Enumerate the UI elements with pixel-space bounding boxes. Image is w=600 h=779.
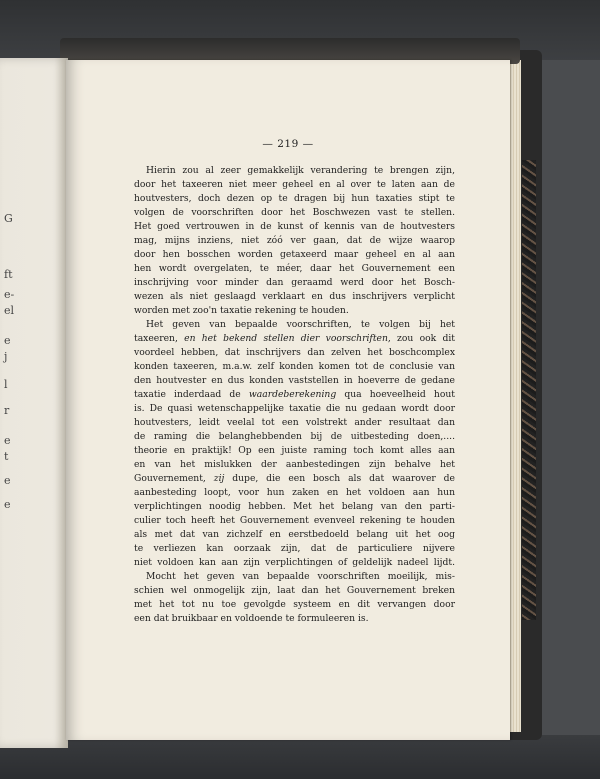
text-line-with-italic: Gouvernement, zij dupe, die een bosch als dat waarover de bbox=[134, 473, 455, 484]
text-line: de raming die belanghebbenden bij de uitbesteding doen,.... bbox=[134, 431, 455, 442]
text-line: voordeel hebben, dat inschrijvers dan zelven het boschcomplex bbox=[134, 347, 455, 358]
left-page-fragment: r bbox=[4, 404, 10, 417]
text-line: den houtvester en dus konden vaststellen in hoeverre de gedane bbox=[134, 375, 455, 386]
paragraph-3 bbox=[134, 570, 455, 626]
paragraph-2 bbox=[134, 318, 455, 570]
text-line: als met dat van zichzelf en eerstbedoeld belang uit het oog bbox=[134, 529, 455, 540]
text-line: culier toch heeft het Gouvernement evenveel rekening te houden bbox=[134, 515, 455, 526]
text-line: houtvesters, leidt veelal tot een volstrekt ander resultaat dan bbox=[134, 417, 455, 428]
text-line: Het geven van bepaalde voorschriften, te volgen bij het bbox=[146, 319, 455, 330]
text-line: hen wordt overgelaten, te méer, daar het Gouvernement een bbox=[134, 263, 455, 274]
left-page bbox=[0, 58, 68, 748]
left-page-fragment: l bbox=[4, 378, 8, 391]
italic-word: waardeberekening bbox=[248, 389, 337, 400]
right-page bbox=[66, 60, 510, 740]
text-line: inschrijving voor minder dan geraamd werd door het Bosch- bbox=[134, 277, 455, 288]
marbled-edge bbox=[522, 160, 536, 620]
text-line: te verliezen kan oorzaak zijn, dat de particuliere nijvere bbox=[134, 543, 455, 554]
text-line-with-italic: taxeeren, en het bekend stellen dier voorschriften, zou ook dit bbox=[134, 333, 455, 344]
text-line: konden taxeeren, m.a.w. zelf konden komen tot de conclusie van bbox=[134, 361, 455, 372]
italic-phrase: en het bekend stellen dier voorschriften bbox=[184, 333, 388, 344]
left-page-fragment: e bbox=[4, 474, 11, 487]
paragraph-1 bbox=[134, 164, 455, 318]
body-text bbox=[134, 164, 455, 626]
text-line: mag, mijns inziens, niet zóó ver gaan, dat de wijze waarop bbox=[134, 235, 455, 246]
text-line: door hen bosschen worden getaxeerd maar geheel en al aan bbox=[134, 249, 455, 260]
text-line: theorie en praktijk! Op een juiste raming toch komt alles aan bbox=[134, 445, 455, 456]
left-page-fragment: ft bbox=[4, 268, 13, 281]
left-page-fragment: t bbox=[4, 450, 9, 463]
text-line: door het taxeeren niet meer geheel en al over te laten aan de bbox=[134, 179, 455, 190]
text-line: en van het mislukken der aanbestedingen zijn behalve het bbox=[134, 459, 455, 470]
left-page-fragment: e- bbox=[4, 288, 15, 301]
text-line-with-italic: taxatie inderdaad de waardeberekening qua hoeveelheid hout bbox=[134, 389, 455, 400]
text-line: Hierin zou al zeer gemakkelijk verandering te brengen zijn, bbox=[146, 165, 455, 176]
text-line: Mocht het geven van bepaalde voorschriften moeilijk, mis- bbox=[146, 571, 455, 582]
left-page-fragment: el bbox=[4, 304, 15, 317]
text-line: is. De quasi wetenschappelijke taxatie die nu gedaan wordt door bbox=[134, 403, 455, 414]
text-line: schien wel onmogelijk zijn, laat dan het Gouvernement breken bbox=[134, 585, 455, 596]
left-page-fragment: G bbox=[4, 212, 13, 225]
left-page-fragment: e bbox=[4, 498, 11, 511]
text-line: aanbesteding loopt, voor hun zaken en het voldoen aan hun bbox=[134, 487, 455, 498]
text-line: worden met zoo'n taxatie rekening te houden. bbox=[134, 305, 349, 316]
text-line: verplichtingen noodig hebben. Met het belang van den parti- bbox=[134, 501, 455, 512]
text-line: niet voldoen kan aan zijn verplichtingen of geldelijk nadeel lijdt. bbox=[134, 557, 455, 568]
text-line: volgen de voorschriften door het Boschwezen vast te stellen. bbox=[134, 207, 455, 218]
left-page-fragment: j bbox=[4, 350, 8, 363]
page-number: — 219 — bbox=[262, 138, 314, 150]
left-page-fragment: e bbox=[4, 334, 11, 347]
italic-word: zij bbox=[213, 473, 225, 484]
text-line: met het tot nu toe gevolgde systeem en dit vervangen door bbox=[134, 599, 455, 610]
text-line: wezen als niet geslaagd verklaart en dus inschrijvers verplicht bbox=[134, 291, 455, 302]
backdrop-bottom bbox=[0, 735, 600, 779]
text-line: houtvesters, doch dezen op te dragen bij hun taxaties stipt te bbox=[134, 193, 455, 204]
text-line: Het goed vertrouwen in de kunst of kennis van de houtvesters bbox=[134, 221, 455, 232]
text-line: een dat bruikbaar en voldoende te formuleeren is. bbox=[134, 613, 369, 624]
left-page-fragment: e bbox=[4, 434, 11, 447]
